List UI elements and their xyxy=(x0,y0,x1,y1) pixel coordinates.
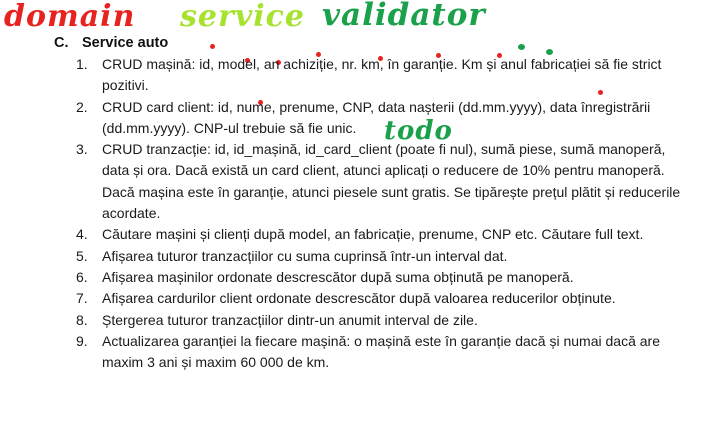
item-number: 4. xyxy=(76,226,88,243)
item-text: CRUD card client: id, nume, prenume, CNP, data nașterii (dd.mm.yyyy), data înregistrării (dd.mm.yyyy). CNP-ul trebuie să fie unic. xyxy=(102,98,651,136)
list-item xyxy=(76,54,696,97)
list-item xyxy=(76,267,696,288)
item-number: 7. xyxy=(76,290,88,307)
annotation-todo: todo xyxy=(384,116,453,146)
item-number: 6. xyxy=(76,268,88,285)
item-text: Afișarea mașinilor ordonate descrescător după suma obținută pe manoperă. xyxy=(102,268,574,285)
annotation-dot xyxy=(210,44,215,49)
item-text: Căutare mașini și clienți după model, an fabricație, prenume, CNP etc. Căutare full text. xyxy=(102,226,644,243)
section-title: Service auto xyxy=(82,35,169,51)
item-number: 5. xyxy=(76,247,88,264)
item-number: 8. xyxy=(76,311,88,328)
item-text: Ștergerea tuturor tranzacțiilor dintr-un anumit interval de zile. xyxy=(102,311,478,328)
list-item xyxy=(76,139,696,224)
item-number: 1. xyxy=(76,56,88,72)
item-number: 9. xyxy=(76,332,88,349)
list-item xyxy=(76,224,696,245)
requirements-list xyxy=(76,54,696,373)
list-item xyxy=(76,310,696,331)
section-letter: C. xyxy=(54,35,69,51)
item-text: CRUD mașină: id, model, an achiziție, nr. km, în garanție. Km și anul fabricației să fie strict pozitivi. xyxy=(102,56,662,94)
annotation-dot xyxy=(518,44,525,50)
item-text: Actualizarea garanției la fiecare mașină: o mașină este în garanție dacă și numai dacă are maxim 3 ani și maxim 60 000 de km. xyxy=(102,332,660,371)
list-item xyxy=(76,288,696,309)
list-item xyxy=(76,246,696,267)
item-text: CRUD tranzacție: id, id_mașină, id_card_client (poate fi nul), sumă piese, sumă manoperă, data și ora. Dacă există un card client, atunci aplicați o reducere de 10% pentru manoperă. Dacă mașina este în garanție, atunci piesele sunt gratis. Se tipărește prețul plătit și reducerile acordate. xyxy=(102,141,681,222)
section-heading xyxy=(54,35,168,51)
annotation-service: service xyxy=(180,0,305,34)
item-text: Afișarea tuturor tranzacțiilor cu suma cuprinsă într-un interval dat. xyxy=(102,247,508,264)
handwritten-annotations xyxy=(0,0,710,60)
item-text: Afișarea cardurilor client ordonate descrescător după valoarea reducerilor obținute. xyxy=(102,290,616,307)
annotation-validator: validator xyxy=(322,0,486,33)
list-item xyxy=(76,97,696,140)
annotation-domain: domain xyxy=(4,0,136,34)
list-item xyxy=(76,331,696,374)
item-number: 3. xyxy=(76,141,88,158)
item-number: 2. xyxy=(76,98,88,115)
